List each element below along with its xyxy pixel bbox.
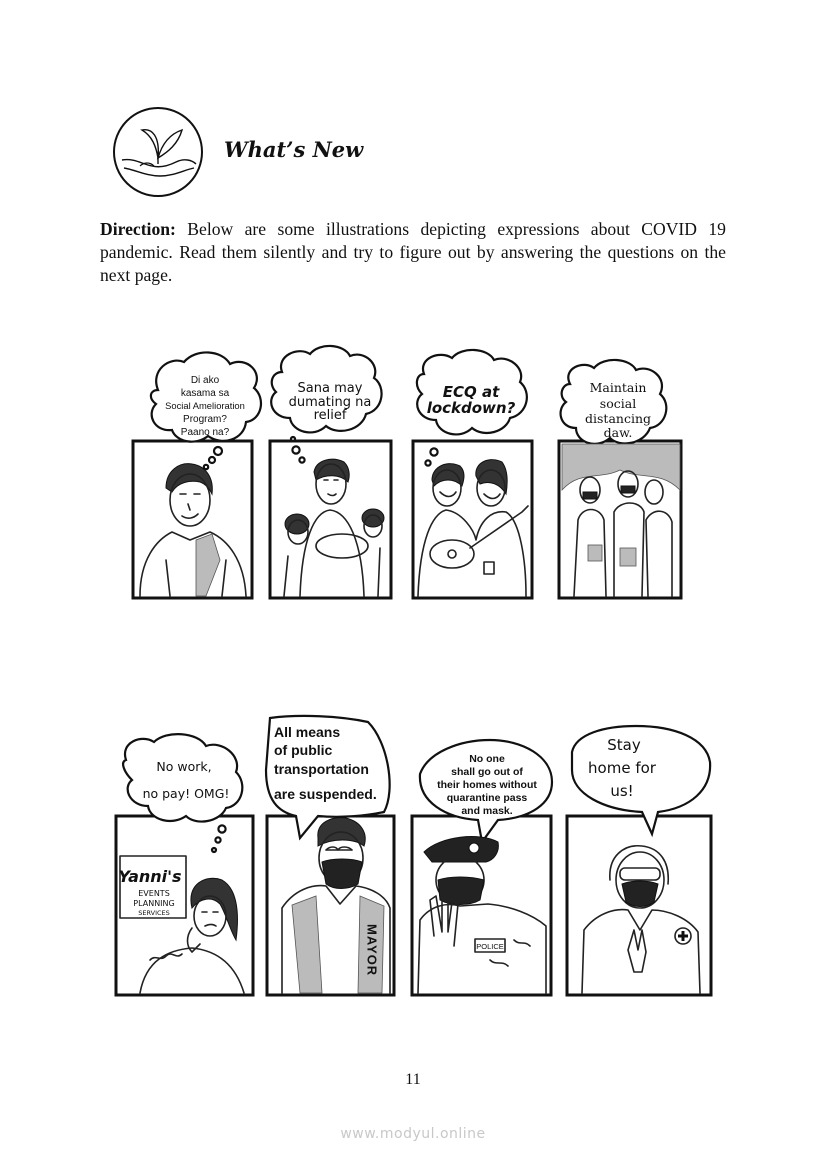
panel-4-line-2: social xyxy=(599,396,637,411)
panel-7-line-1: No one xyxy=(469,753,505,765)
panel-7-line-5: and mask. xyxy=(461,805,513,817)
panel-1-line-2: kasama sa xyxy=(180,388,230,399)
panel-2-line-3: relief xyxy=(313,408,347,423)
panel-7-line-2: shall go out of xyxy=(451,766,523,778)
page-number: 11 xyxy=(405,1071,421,1088)
panel-7-line-3: their homes without xyxy=(437,779,537,791)
panel-5-line-2: no pay! OMG! xyxy=(142,786,230,801)
panel-2-line-1: Sana may xyxy=(297,381,363,396)
mayor-vest-label: MAYOR xyxy=(364,924,380,977)
panel-8-line-1: Stay xyxy=(607,736,641,754)
panel-1-line-1: Di ako xyxy=(190,375,220,386)
direction-text: Below are some illustrations depicting expressions about COVID 19 pandemic. Read them silently and try to figure out by answering the questions on the next page. xyxy=(100,219,726,285)
panel-1-line-5: Paano na? xyxy=(180,427,230,438)
panel-6-line-1: All means xyxy=(274,724,341,740)
panel-6-line-4: are suspended. xyxy=(274,786,377,802)
event-sign-line-3: SERVICES xyxy=(138,909,170,917)
police-badge-label: POLICE xyxy=(476,942,504,951)
panel-3-line-1: ECQ at xyxy=(442,383,500,401)
panel-4-line-3: distancing xyxy=(585,411,651,426)
panel-2-line-2: dumating na xyxy=(288,395,372,410)
panel-1-line-3: Social Amelioration xyxy=(165,400,245,411)
panel-6-line-2: of public xyxy=(274,742,333,758)
panel-5-line-1: No work, xyxy=(156,759,212,774)
section-title: What’s New xyxy=(224,137,364,162)
event-sign-line-1: EVENTS xyxy=(138,889,170,898)
panel-6-line-3: transportation xyxy=(274,761,369,777)
panel-4-line-1: Maintain xyxy=(589,380,647,395)
watermark: www.modyul.online xyxy=(340,1126,486,1142)
panel-4-line-4: daw. xyxy=(603,425,633,440)
panel-1-line-4: Program? xyxy=(183,414,227,425)
panel-8-line-2: home for xyxy=(588,759,656,777)
panel-7-line-4: quarantine pass xyxy=(446,792,528,804)
panel-3-line-2: lockdown? xyxy=(426,399,516,417)
direction-label: Direction: xyxy=(100,219,176,239)
panel-8-line-3: us! xyxy=(610,782,634,800)
event-sign-line-2: PLANNING xyxy=(133,899,175,908)
event-sign-name: Yanni's xyxy=(118,867,182,886)
